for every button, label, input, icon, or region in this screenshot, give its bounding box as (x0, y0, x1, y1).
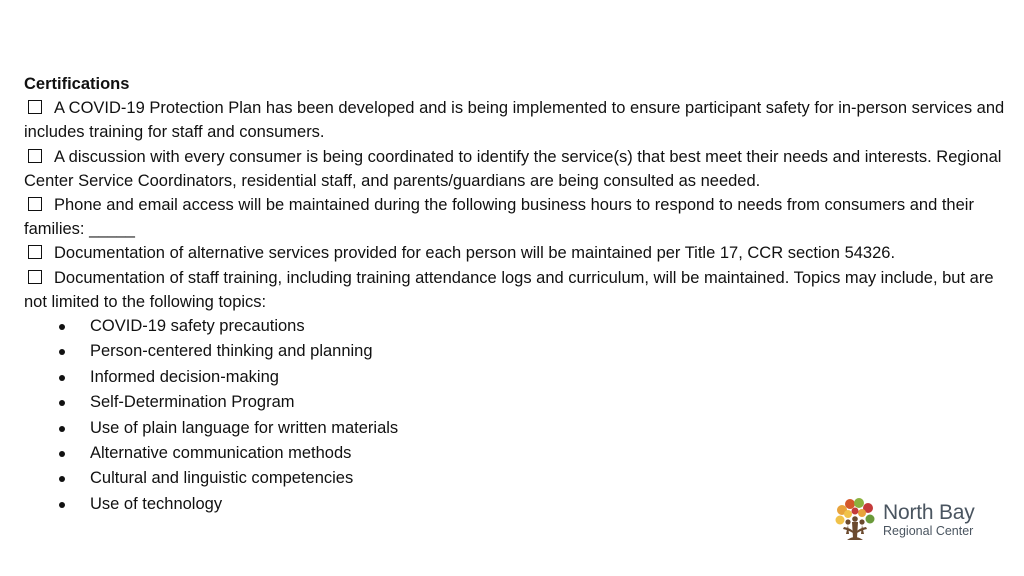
checkbox[interactable] (28, 245, 42, 259)
logo-text (883, 502, 975, 539)
list-item-text: Use of technology (90, 494, 223, 513)
list-item-text: Informed decision-making (90, 367, 279, 386)
bullet-icon (59, 502, 65, 508)
checkbox[interactable] (28, 149, 42, 163)
bullet-icon (59, 324, 65, 330)
checklist-item-text: A discussion with every consumer is being coordinated to identify the service(s) that best meet their needs and interests. Regional Center Service Coordinators, residential staff, and parents/guardians are being consulted as needed. (24, 147, 1002, 190)
bullet-icon (59, 400, 65, 406)
leaf-shape (852, 508, 859, 515)
bullet-icon (59, 476, 65, 482)
certifications-heading: Certifications (24, 75, 130, 93)
checklist-item-text: Documentation of alternative services provided for each person will be maintained per Title 17, CCR section 54326. (54, 244, 896, 263)
tree-logo-icon (832, 498, 878, 544)
checkbox[interactable] (28, 197, 42, 211)
list-item (24, 466, 1008, 491)
leaf-shape (836, 516, 845, 525)
leaf-shape (866, 515, 875, 524)
leaf-shape (844, 510, 852, 518)
checkbox[interactable] (28, 100, 42, 114)
bullet-icon (59, 375, 65, 381)
checklist-item-text: Documentation of staff training, including training attendance logs and curriculum, will be maintained. Topics may include, but are not limited to the following topics: (24, 268, 994, 311)
list-item (24, 365, 1008, 390)
training-topics-list (24, 314, 1008, 517)
leaf-shape (845, 499, 855, 509)
list-item (24, 441, 1008, 466)
list-item-text: Use of plain language for written materials (90, 418, 399, 437)
north-bay-regional-center-logo (832, 498, 1002, 544)
leaf-shape (854, 498, 864, 508)
checklist-item-text: Phone and email access will be maintained during the following business hours to respond to needs from consumers and their families: _____ (24, 196, 974, 239)
list-item (24, 339, 1008, 364)
tree-trunk (843, 516, 867, 540)
bullet-icon (59, 451, 65, 457)
checklist-item-text: A COVID-19 Protection Plan has been developed and is being implemented to ensure participant safety for in-person services and includes training for staff and consumers. (24, 99, 1005, 142)
list-item (24, 314, 1008, 339)
list-item-text: Cultural and linguistic competencies (90, 469, 354, 488)
list-item (24, 390, 1008, 415)
bullet-icon (59, 349, 65, 355)
logo-line-1: North Bay (883, 501, 975, 524)
list-item-text: COVID-19 safety precautions (90, 317, 305, 336)
leaf-shape (858, 509, 866, 517)
bullet-icon (59, 426, 65, 432)
checkbox[interactable] (28, 270, 42, 284)
certifications-document (24, 72, 1008, 517)
checklist-item (24, 96, 1008, 144)
checklist-item (24, 241, 1008, 265)
checklist-item (24, 266, 1008, 314)
list-item-text: Self-Determination Program (90, 393, 295, 412)
list-item-text: Person-centered thinking and planning (90, 342, 373, 361)
logo-line-2: Regional Center (883, 524, 974, 538)
list-item-text: Alternative communication methods (90, 443, 352, 462)
checklist-item (24, 145, 1008, 193)
checklist-item (24, 193, 1008, 241)
list-item (24, 416, 1008, 441)
